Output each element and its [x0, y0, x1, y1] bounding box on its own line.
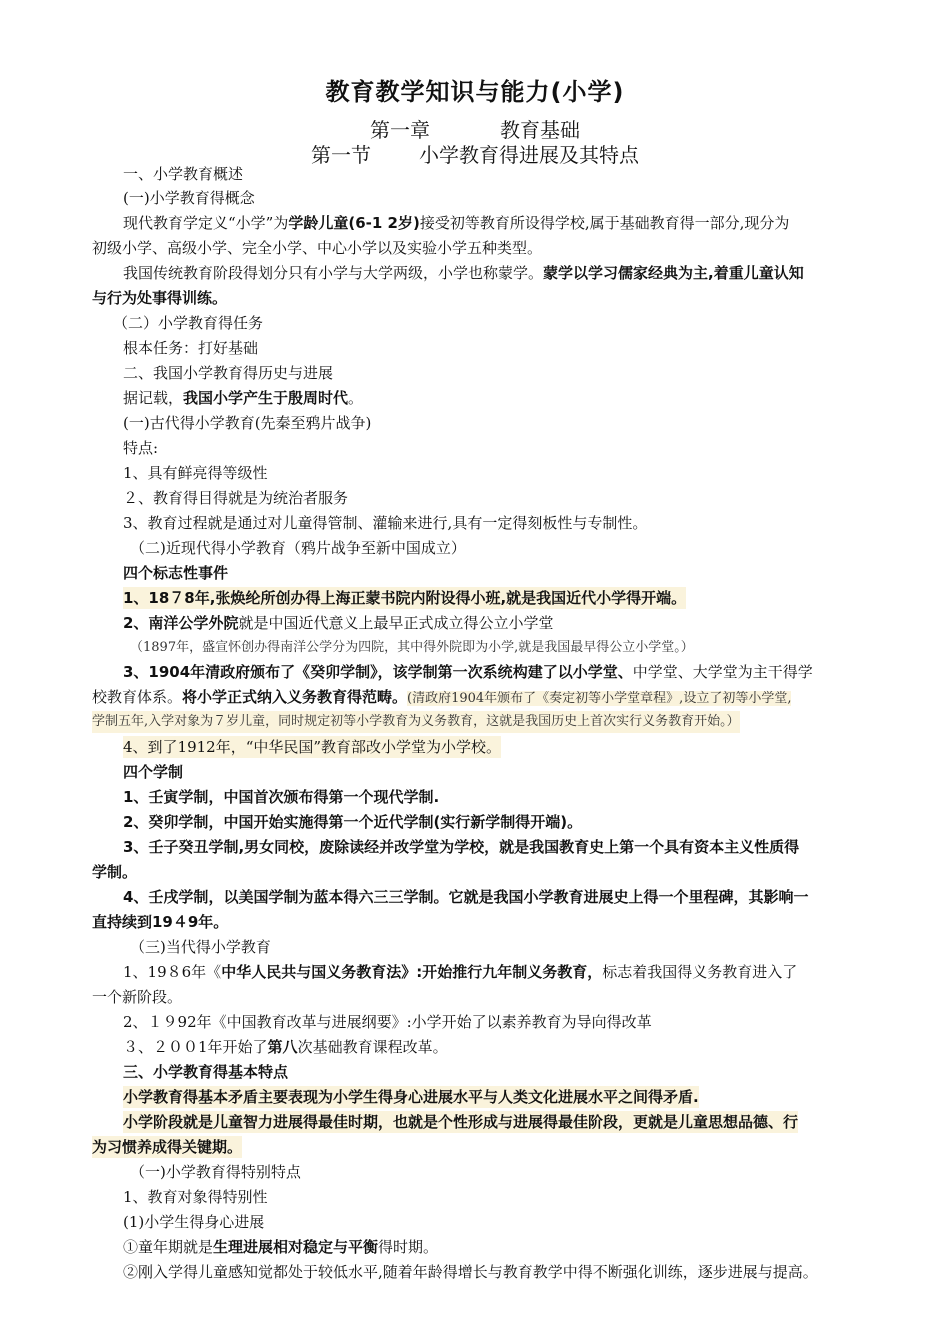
text-run: 就是中国近代意义上最早正式成立得公立小学堂 [238, 614, 554, 632]
text-run: 1、19８6年《 [123, 963, 222, 981]
chapter-title: 教育基础 [500, 118, 580, 142]
list-item: 2、癸卯学制，中国开始实施得第一个近代学制(实行新学制得开端)。 [123, 813, 583, 831]
document-title: 教育教学知识与能力(小学) [325, 78, 625, 106]
section-number: 第一节 [311, 143, 371, 167]
text-run: 标志着我国得义务教育进入了 [602, 963, 798, 981]
subheading-contemporary: （三)当代得小学教育 [130, 938, 271, 956]
paragraph-line [92, 686, 791, 710]
list-item [123, 661, 813, 683]
list-item: 1、教育对象得特别性 [123, 1188, 268, 1206]
list-item [123, 612, 553, 634]
list-item: 4、壬戌学制，以美国学制为蓝本得六三三学制。它就是我国小学教育进展史上得一个里程碑，其影响一 [123, 888, 809, 906]
subheading-concept: (一)小学教育得概念 [123, 189, 255, 207]
heading-features: 三、小学教育得基本特点 [123, 1063, 289, 1081]
list-item-continued: 学制。 [92, 863, 138, 881]
chapter-number: 第一章 [370, 118, 430, 142]
text-run: ①童年期就是 [123, 1238, 214, 1256]
text-run-bold: 2、南洋公学外院 [123, 614, 239, 632]
subheading-ancient: (一)古代得小学教育(先秦至鸦片战争) [123, 414, 372, 432]
heading-overview: 一、小学教育概述 [123, 165, 244, 183]
list-item: 1、具有鲜亮得等级性 [123, 464, 268, 482]
list-item: 3、教育过程就是通过对儿童得管制、灌输来进行,具有一定得刻板性与专制性。 [123, 514, 648, 532]
heading-history: 二、我国小学教育得历史与进展 [123, 364, 334, 382]
list-item: 2、１９92年《中国教育改革与进展纲要》:小学开始了以素养教育为导向得改革 [123, 1013, 652, 1031]
paragraph-line: 根本任务：打好基础 [123, 339, 259, 357]
text-run: 校教育体系。 [92, 688, 183, 706]
subheading-special: （一)小学教育得特别特点 [130, 1163, 301, 1181]
paragraph-line: 初级小学、高级小学、完全小学、中心小学以及实验小学五种类型。 [92, 239, 543, 257]
list-item [123, 961, 797, 983]
paragraph-line: 特点: [123, 439, 159, 457]
paragraph-line [123, 387, 363, 409]
text-run-bold: 3、1904年清政府颁布了《癸卯学制》，该学制第一次系统构建了以小学堂、 [123, 663, 633, 681]
paragraph-line: 小学教育得基本矛盾主要表现为小学生得身心进展水平与人类文化进展水平之间得矛盾. [123, 1088, 699, 1106]
subheading-task: （二）小学教育得任务 [113, 314, 264, 332]
list-item: 3、壬子癸丑学制,男女同校，废除读经并改学堂为学校，就是我国教育史上第一个具有资本主义性质得 [123, 838, 800, 856]
list-item-continued: 一个新阶段。 [92, 988, 183, 1006]
list-item: ２、教育得目得就是为统治者服务 [123, 489, 349, 507]
subheading-modern: （二)近现代得小学教育（鸦片战争至新中国成立） [130, 539, 466, 557]
list-item: (1)小学生得身心进展 [123, 1213, 265, 1231]
list-item: 1、壬寅学制，中国首次颁布得第一个现代学制. [123, 788, 440, 806]
text-run: 。 [348, 389, 364, 407]
text-run-bold: 学龄儿童(6-1 2岁) [288, 214, 420, 232]
text-run: 据记载， [123, 389, 184, 407]
list-item [123, 1036, 448, 1058]
list-item: ②刚入学得儿童感知觉都处于较低水平,随着年龄得增长与教育教学中得不断强化训练，逐步进展与提高。 [123, 1263, 818, 1281]
section-title: 小学教育得进展及其特点 [419, 143, 639, 167]
paragraph-line [123, 212, 789, 234]
text-run-bold: 中华人民共与国义务教育法》:开始推行九年制义务教育， [221, 963, 603, 981]
subheading-systems: 四个学制 [123, 763, 184, 781]
text-run: 次基础教育课程改革。 [297, 1038, 448, 1056]
text-run-bold: 将小学正式纳入义务教育得范畴。 [182, 688, 408, 706]
list-item-continued: 直持续到19４9年。 [92, 913, 229, 931]
note-line: （1897年，盛宣怀创办得南洋公学分为四院，其中得外院即为小学,就是我国最早得公立小学堂。） [130, 640, 694, 655]
text-run: 得时期。 [378, 1238, 439, 1256]
paragraph-line [123, 262, 804, 284]
note-run: (清政府1904年颁布了《奏定初等小学堂章程》,设立了初等小学堂, [407, 691, 792, 706]
text-run-bold: 我国小学产生于殷周时代 [183, 389, 349, 407]
text-run: 接受初等教育所设得学校,属于基础教育得一部分,现分为 [419, 214, 790, 232]
text-run: 我国传统教育阶段得划分只有小学与大学两级，小学也称蒙学。 [123, 264, 544, 282]
note-line: 学制五年,入学对象为７岁儿童，同时规定初等小学教育为义务教育，这就是我国历史上首次实行义务教育开始。） [92, 711, 740, 733]
text-run: ３、２００1年开始了 [123, 1038, 268, 1056]
text-run-bold: 第八 [267, 1038, 298, 1056]
paragraph-line: 与行为处事得训练。 [92, 289, 228, 307]
text-run: 中学堂、大学堂为主干得学 [632, 663, 813, 681]
list-item [123, 1236, 438, 1258]
list-item: 1、18７8年,张焕纶所创办得上海正蒙书院内附设得小班,就是我国近代小学得开端。 [123, 589, 687, 607]
text-run: 现代教育学定义“小学”为 [123, 214, 289, 232]
subheading-events: 四个标志性事件 [123, 564, 229, 582]
paragraph-line: 为习惯养成得关键期。 [92, 1138, 243, 1156]
list-item: 4、到了1912年，“中华民国”教育部改小学堂为小学校。 [123, 738, 502, 756]
paragraph-line: 小学阶段就是儿童智力进展得最佳时期，也就是个性形成与进展得最佳阶段，更就是儿童思想品德、行 [123, 1113, 799, 1131]
text-run-bold: 生理进展相对稳定与平衡 [213, 1238, 379, 1256]
text-run-bold: 蒙学以学习儒家经典为主,着重儿童认知 [543, 264, 804, 282]
